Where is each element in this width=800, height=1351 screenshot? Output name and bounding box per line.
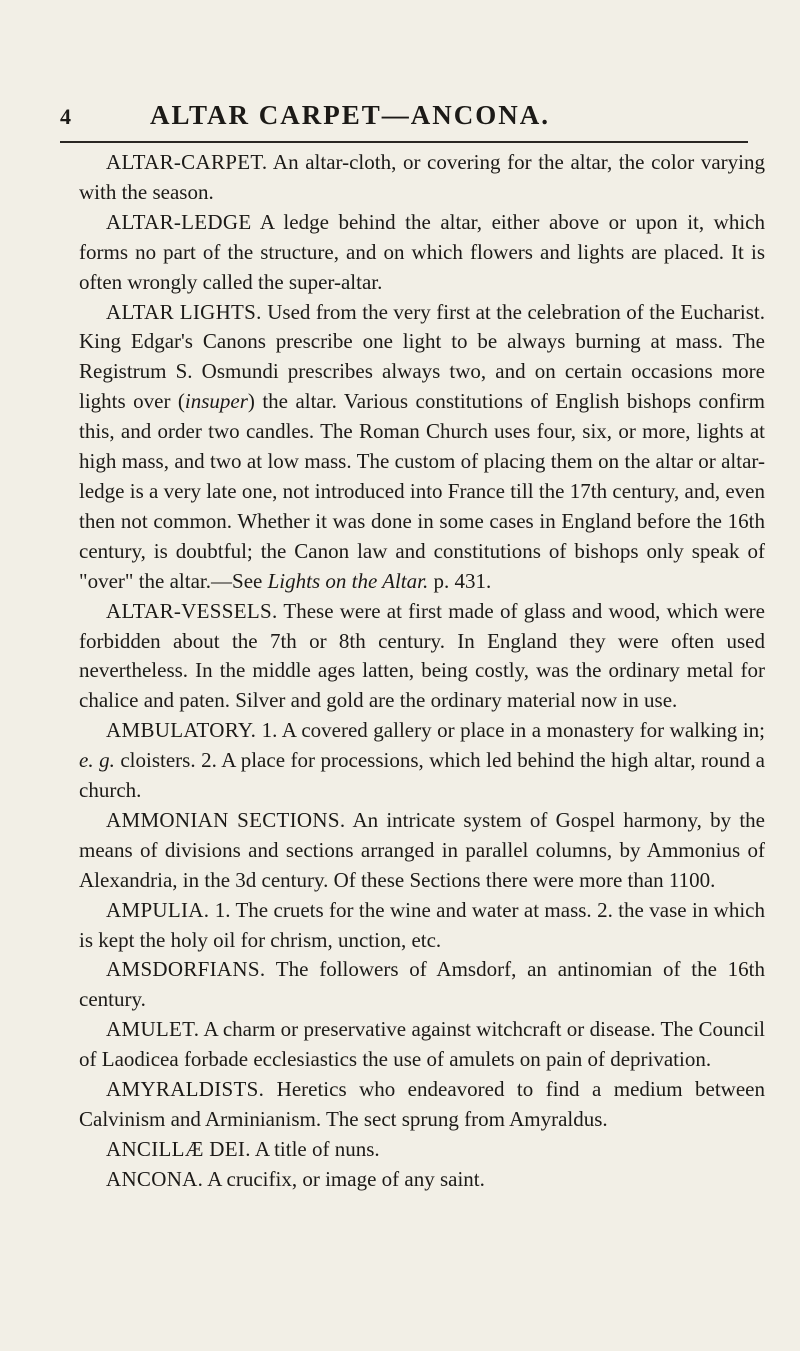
entry-definition: An altar-cloth, or covering for the altar, the color varying with the season.: [79, 150, 765, 204]
entry-definition: Used from the very first at the celebration of the Eucharist. King Edgar's Canons prescribe one light to be always burning at mass. The Registrum S. Osmundi prescribes always two, and on certain occasions more lights over (: [79, 299, 765, 414]
entry-definition: 1. A covered gallery or place in a monastery for walking in;: [256, 718, 765, 743]
entry-term: ALTAR-LEDGE: [106, 209, 252, 234]
entry-ancillae-dei: [79, 1135, 765, 1165]
entry-definition: The followers of Amsdorf, an antinomian of the 16th century.: [79, 957, 765, 1012]
entry-altar-ledge: [79, 208, 765, 298]
running-head: ALTAR CARPET—ANCONA.: [150, 100, 551, 130]
entry-definition: A charm or preservative against witchcraft or disease. The Council of Laodicea forbade ecclesiastics the use of amulets on pain of deprivation.: [79, 1017, 765, 1072]
entry-altar-carpet: [79, 148, 765, 208]
cross-reference: Lights on the Altar.: [267, 568, 429, 593]
entry-ancona: [79, 1165, 765, 1195]
entry-ambulatory: [79, 716, 765, 806]
page-number: 4: [60, 104, 72, 129]
entry-altar-lights: [79, 298, 765, 597]
entry-term: AMPULIA.: [106, 897, 210, 922]
entry-definition: Heretics who endeavored to find a medium between Calvinism and Arminianism. The sect sprung from Amyraldus.: [79, 1077, 765, 1131]
entry-definition: cloisters. 2. A place for processions, which led behind the high altar, round a church.: [79, 748, 766, 803]
entry-term: AMYRALDISTS.: [106, 1077, 265, 1102]
entry-amsdorfians: [79, 955, 765, 1015]
entry-ampulia: [79, 896, 765, 956]
entry-term: AMULET.: [106, 1017, 200, 1042]
entry-definition: A title of nuns.: [250, 1136, 380, 1161]
entry-definition: ) the altar. Various constitutions of English bishops confirm this, and order two candles. The Roman Church uses four, six, or more, lights at high mass, and two at low mass. The custom of placing them on the altar or altar-ledge is a very late one, not introduced into France till the 17th century, and, even then not common. Whether it was done in some cases in England before the 16th century, is doubtful; the Canon law and constitutions of bishops only speak of "over" the altar.—See: [79, 389, 765, 593]
entry-term: ANCILLÆ DEI.: [106, 1136, 251, 1161]
entry-definition: 1. The cruets for the wine and water at mass. 2. the vase in which is kept the holy oil for chrism, unction, etc.: [79, 897, 765, 952]
entry-definition: A crucifix, or image of any saint.: [203, 1166, 485, 1191]
entry-amyraldists: [79, 1075, 765, 1135]
entry-definition: An intricate system of Gospel harmony, by the means of divisions and sections arranged in parallel columns, by Ammonius of Alexandria, in the 3d century. Of these Sections there were more than 1100.: [79, 807, 765, 892]
entry-term: ALTAR-VESSELS.: [106, 598, 278, 623]
entry-ammonian-sections: [79, 806, 765, 896]
entry-amulet: [79, 1015, 765, 1075]
entry-definition: p. 431.: [428, 568, 492, 593]
entry-term: ALTAR-CARPET.: [106, 150, 268, 174]
entry-term: AMBULATORY.: [106, 718, 257, 743]
entry-term: ALTAR LIGHTS.: [106, 299, 262, 324]
entry-definition: These were at first made of glass and wood, which were forbidden about the 7th or 8th century. In England they were often used nevertheless. In the middle ages latten, being costly, was the ordinary metal for chalice and paten. Silver and gold are the ordinary material now in use.: [79, 598, 765, 713]
header-rule: [60, 141, 748, 143]
entry-altar-vessels: [79, 597, 765, 717]
dictionary-entries: [79, 148, 765, 1195]
entry-italic-term: insuper: [184, 389, 248, 414]
entry-definition: A ledge behind the altar, either above or upon it, which forms no part of the structure, and on which flowers and lights are placed. It is often wrongly called the super-altar.: [79, 209, 765, 294]
page-header: [60, 98, 740, 138]
entry-term: ANCONA.: [106, 1166, 204, 1191]
entry-term: AMMONIAN SECTIONS.: [106, 807, 346, 832]
entry-italic-term: e. g.: [79, 748, 115, 773]
entry-term: AMSDORFIANS.: [106, 957, 266, 982]
